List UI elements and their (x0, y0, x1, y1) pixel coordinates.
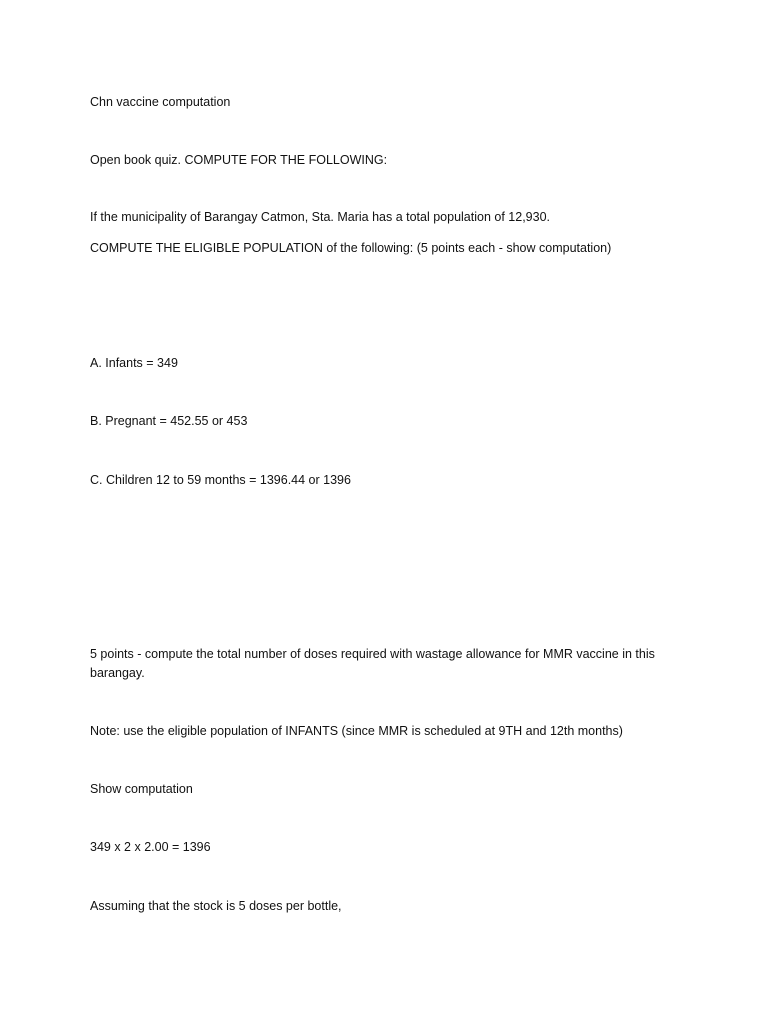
answer-children: C. Children 12 to 59 months = 1396.44 or 1396 (90, 473, 351, 487)
quiz-heading: Open book quiz. COMPUTE FOR THE FOLLOWING: (90, 153, 388, 167)
document-title: Chn vaccine computation (90, 95, 231, 109)
show-computation-label: Show computation (90, 782, 193, 796)
population-statement: If the municipality of Barangay Catmon, Sta. Maria has a total population of 12,930. (90, 210, 550, 224)
eligible-instruction: COMPUTE THE ELIGIBLE POPULATION of the following: (5 points each - show computation) (90, 241, 612, 255)
answer-infants: A. Infants = 349 (90, 356, 178, 370)
computation-line: 349 x 2 x 2.00 = 1396 (90, 840, 211, 854)
assumption-line: Assuming that the stock is 5 doses per bottle, (90, 899, 342, 913)
note-text: Note: use the eligible population of INFANTS (since MMR is scheduled at 9TH and 12th months) (90, 724, 623, 738)
answer-pregnant: B. Pregnant = 452.55 or 453 (90, 414, 248, 428)
doses-question: 5 points - compute the total number of doses required with wastage allowance for MMR vaccine in this barangay. (90, 647, 655, 680)
